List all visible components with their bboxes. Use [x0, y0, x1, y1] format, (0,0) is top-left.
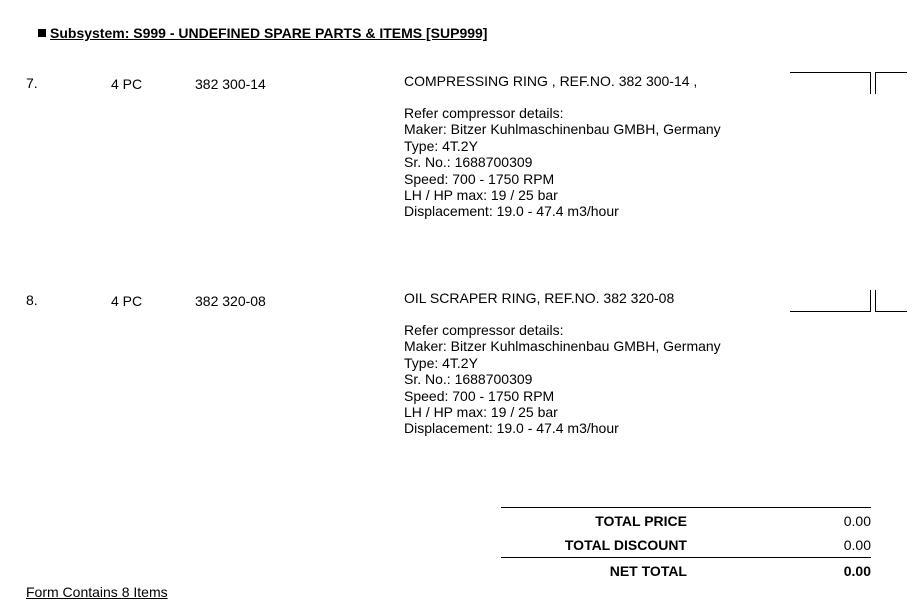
totals-middle-rule [501, 557, 871, 558]
total-price-label: TOTAL PRICE [595, 513, 687, 529]
price-box-divider [870, 72, 871, 94]
item-description: COMPRESSING RING , REF.NO. 382 300-14 , [404, 73, 698, 89]
detail-line: LH / HP max: 19 / 25 bar [404, 404, 558, 421]
detail-line: Sr. No.: 1688700309 [404, 154, 533, 171]
detail-line: Displacement: 19.0 - 47.4 m3/hour [404, 420, 619, 437]
item-part-number: 382 300-14 [195, 76, 266, 92]
price-box-divider [875, 72, 876, 94]
item-part-number: 382 320-08 [195, 293, 266, 309]
price-box-divider [875, 290, 876, 312]
subsystem-heading [38, 25, 487, 41]
detail-line: Type: 4T.2Y [404, 354, 478, 371]
detail-line: LH / HP max: 19 / 25 bar [404, 187, 558, 204]
detail-line: Type: 4T.2Y [404, 137, 478, 154]
net-total-value: 0.00 [843, 563, 871, 579]
price-box-bottom-line [790, 311, 870, 312]
item-quantity: 4 PC [111, 293, 143, 309]
detail-line: Displacement: 19.0 - 47.4 m3/hour [404, 203, 619, 220]
item-quantity: 4 PC [111, 76, 143, 92]
form-item-count-link[interactable]: Form Contains 8 Items [26, 584, 168, 600]
detail-line: Speed: 700 - 1750 RPM [404, 170, 555, 187]
detail-line: Maker: Bitzer Kuhlmaschinenbau GMBH, Germany [404, 121, 721, 138]
item-details [404, 322, 721, 437]
item-description: OIL SCRAPER RING, REF.NO. 382 320-08 [404, 290, 675, 306]
item-number: 8. [26, 292, 38, 308]
price-box-top-line [875, 72, 907, 73]
detail-line: Refer compressor details: [404, 322, 564, 338]
price-box-divider [870, 290, 871, 312]
item-details [404, 105, 721, 220]
price-box-bottom-line [875, 311, 907, 312]
item-number: 7. [26, 75, 38, 91]
detail-line: Sr. No.: 1688700309 [404, 371, 533, 388]
net-total-label: NET TOTAL [609, 563, 687, 579]
detail-line: Speed: 700 - 1750 RPM [404, 387, 555, 404]
total-discount-label: TOTAL DISCOUNT [564, 537, 687, 553]
detail-line: Refer compressor details: [404, 105, 564, 121]
total-price-value: 0.00 [843, 513, 871, 529]
price-box-top-line [790, 72, 870, 73]
detail-line: Maker: Bitzer Kuhlmaschinenbau GMBH, Germany [404, 338, 721, 355]
total-discount-value: 0.00 [843, 537, 871, 553]
subsystem-label: Subsystem: S999 - UNDEFINED SPARE PARTS & ITEMS [SUP999] [50, 25, 488, 41]
square-bullet-icon [38, 29, 46, 37]
totals-top-rule [501, 507, 871, 508]
